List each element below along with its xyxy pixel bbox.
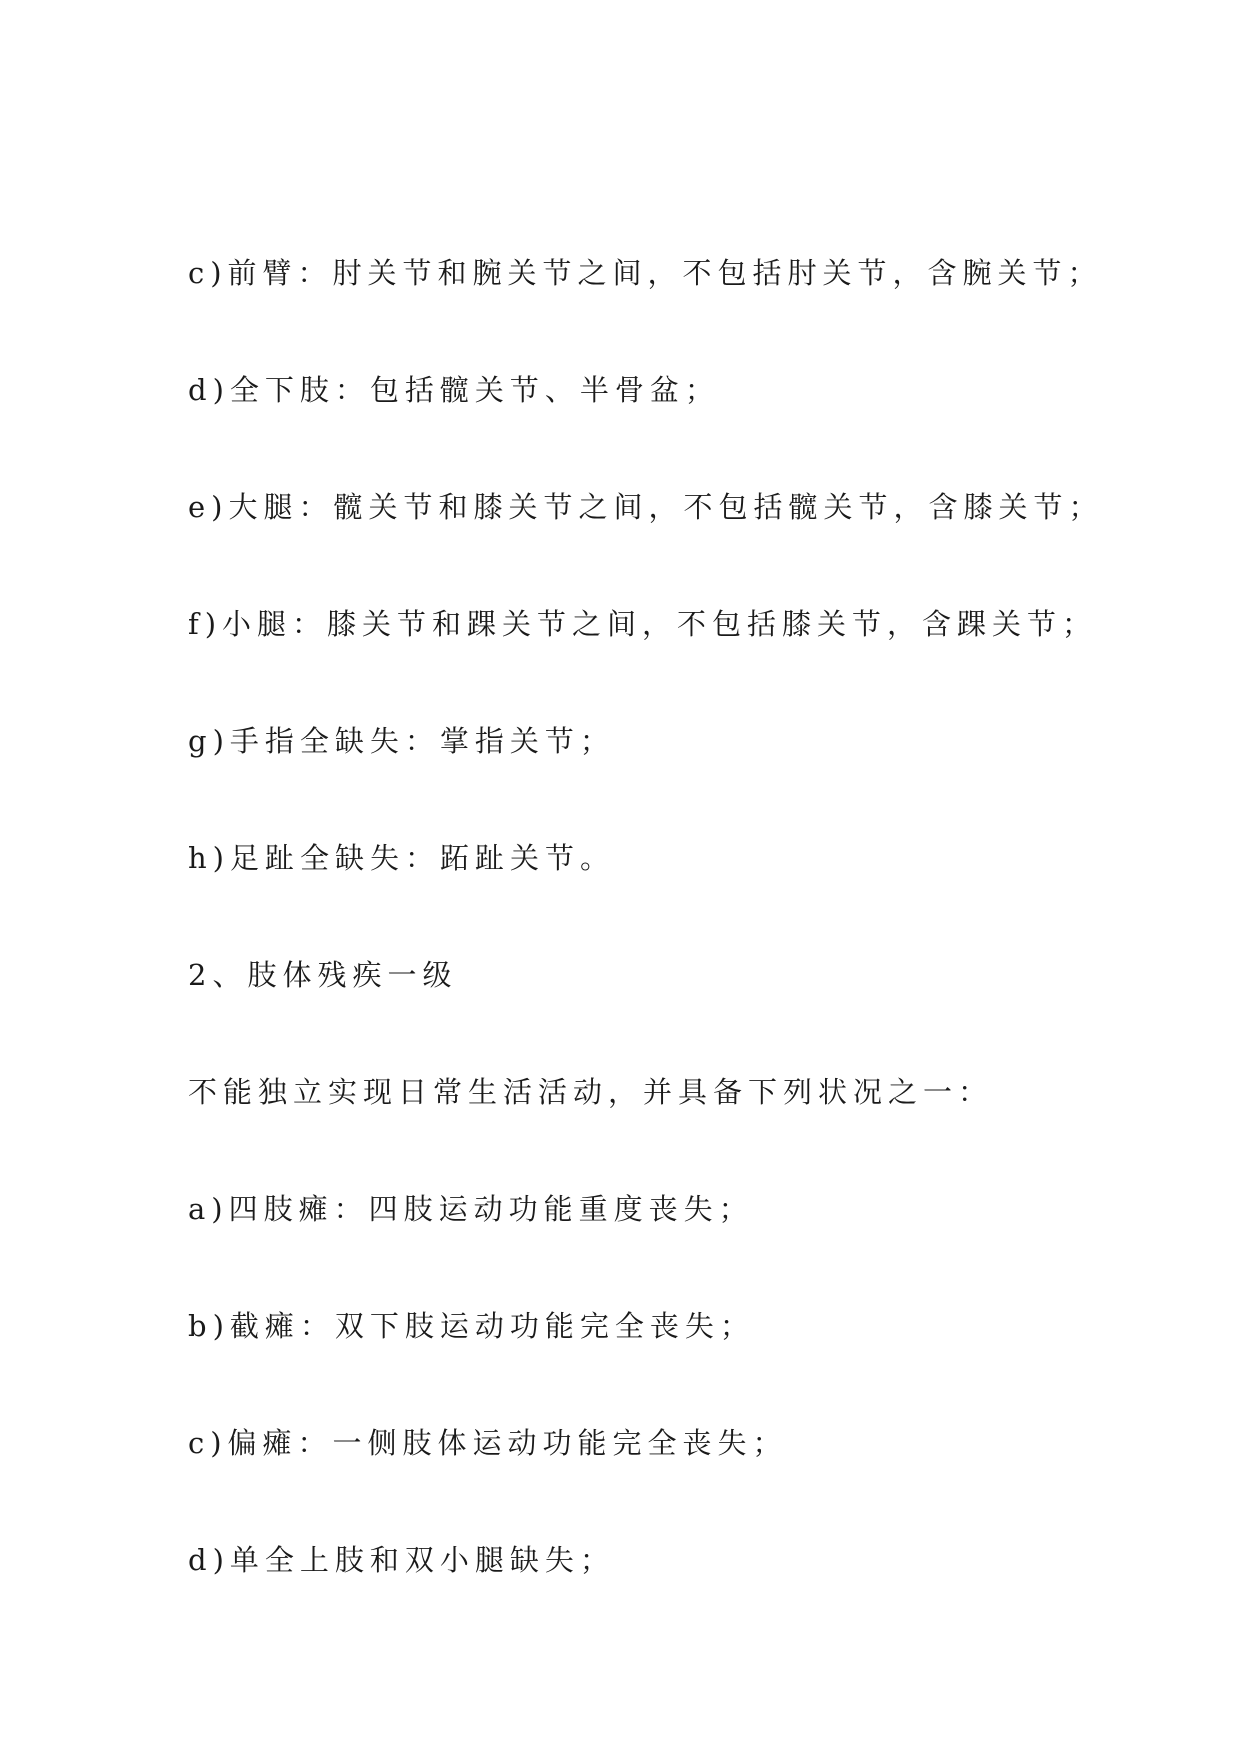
text-line-limb-loss: d)单全上肢和双小腿缺失； [188,1543,615,1577]
text-line-whole-lower-limb: d)全下肢：包括髋关节、半骨盆； [188,373,720,407]
section-heading: 2、肢体残疾一级 [188,958,458,992]
text-line-toes: h)足趾全缺失：跖趾关节。 [188,841,615,875]
text-line-quadriplegia: a)四肢瘫：四肢运动功能重度丧失； [188,1192,754,1226]
text-line-paraplegia: b)截瘫：双下肢运动功能完全丧失； [188,1309,755,1343]
text-line-criteria-intro: 不能独立实现日常生活活动，并具备下列状况之一： [188,1075,994,1109]
text-line-thigh: e)大腿：髋关节和膝关节之间，不包括髋关节，含膝关节； [188,490,1104,524]
text-line-forearm: c)前臂：肘关节和腕关节之间，不包括肘关节，含腕关节； [188,256,1103,290]
text-line-fingers: g)手指全缺失：掌指关节； [188,724,615,758]
text-line-hemiplegia: c)偏瘫：一侧肢体运动功能完全丧失； [188,1426,788,1460]
text-line-lower-leg: f)小腿：膝关节和踝关节之间，不包括膝关节，含踝关节； [188,607,1098,641]
